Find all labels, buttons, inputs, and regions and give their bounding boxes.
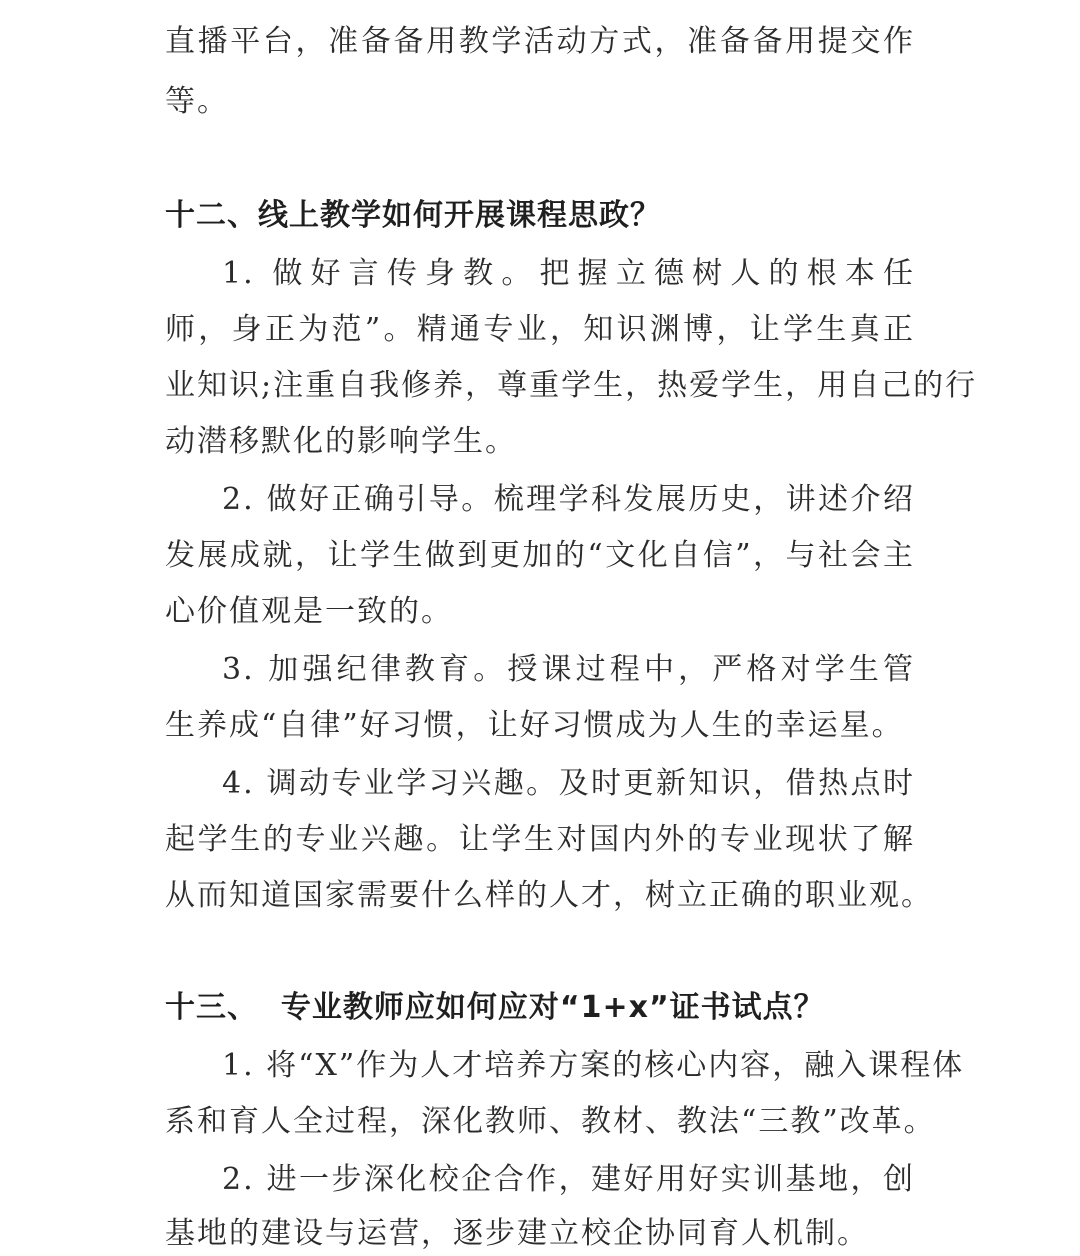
paragraph-line: 1. 做好言传身教。把握立德树人的根本任 (222, 256, 915, 291)
paragraph-line: 2. 做好正确引导。梳理学科发展历史，讲述介绍 (222, 482, 915, 517)
paragraph-line: 发展成就，让学生做到更加的“文化自信”，与社会主 (165, 538, 915, 573)
paragraph-line: 等。 (165, 84, 229, 119)
paragraph-line: 系和育人全过程，深化教师、教材、教法“三教”改革。 (165, 1104, 936, 1139)
paragraph-line: 业知识;注重自我修养，尊重学生，热爱学生，用自己的行 (165, 368, 978, 403)
paragraph-line: 师，身正为范”。精通专业，知识渊博，让学生真正 (165, 312, 915, 347)
paragraph-line: 直播平台，准备备用教学活动方式，准备备用提交作 (165, 24, 915, 59)
paragraph-line: 心价值观是一致的。 (165, 594, 453, 629)
paragraph-line: 生养成“自律”好习惯，让好习惯成为人生的幸运星。 (165, 708, 904, 743)
section-heading-13: 十三、 专业教师应如何应对“1+x”证书试点？ (165, 990, 825, 1025)
paragraph-line: 起学生的专业兴趣。让学生对国内外的专业现状了解 (165, 822, 915, 857)
section-heading-12: 十二、线上教学如何开展课程思政？ (165, 198, 661, 233)
paragraph-line: 1. 将“X”作为人才培养方案的核心内容，融入课程体 (222, 1048, 965, 1083)
paragraph-line: 4. 调动专业学习兴趣。及时更新知识，借热点时 (222, 766, 915, 801)
paragraph-line: 从而知道国家需要什么样的人才，树立正确的职业观。 (165, 878, 933, 913)
paragraph-line: 3. 加强纪律教育。授课过程中，严格对学生管 (222, 652, 915, 687)
paragraph-line: 动潜移默化的影响学生。 (165, 424, 517, 459)
paragraph-line: 基地的建设与运营，逐步建立校企协同育人机制。 (165, 1216, 869, 1251)
paragraph-line: 2. 进一步深化校企合作，建好用好实训基地，创 (222, 1162, 915, 1197)
